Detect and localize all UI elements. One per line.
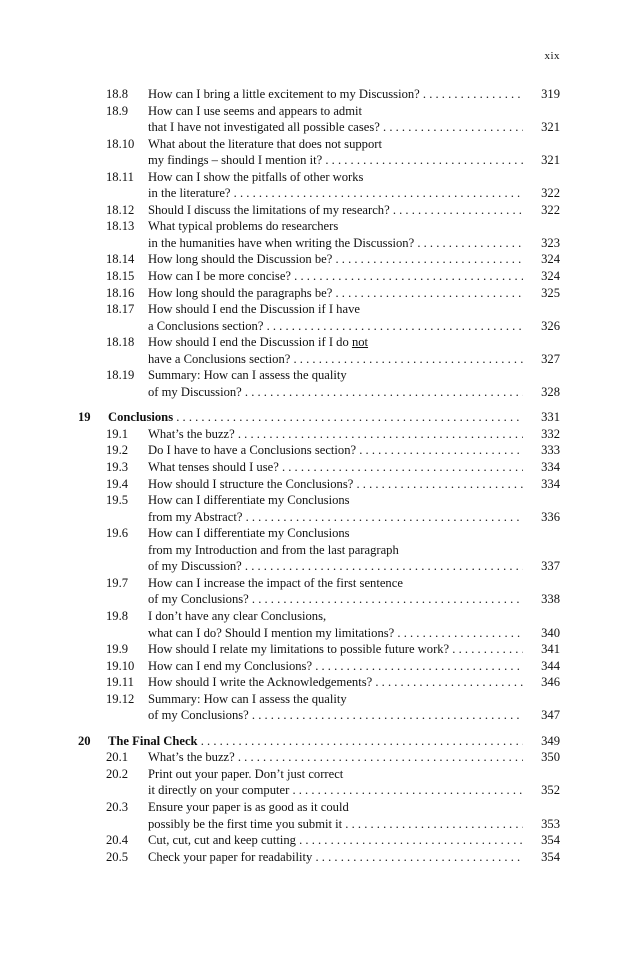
page-ref: 334 (541, 476, 560, 491)
toc-line (0, 185, 638, 202)
section-number: 19.4 (106, 476, 129, 491)
page-ref: 326 (541, 318, 560, 333)
page-ref: 354 (541, 833, 560, 848)
page-ref: 321 (541, 153, 560, 168)
section-title: of my Conclusions? . . . (148, 591, 523, 608)
section-number: 19.12 (106, 691, 135, 706)
toc-line (0, 658, 638, 675)
section-number: 18.9 (106, 103, 129, 118)
section-title: Ensure your paper is as good as it could (148, 799, 349, 814)
section-title: How should I structure the Conclusions? . . . (148, 476, 523, 493)
page-number: xix (544, 50, 560, 62)
page-ref: 338 (541, 592, 560, 607)
section-title: How can I differentiate my Conclusions (148, 493, 350, 508)
toc-line (0, 816, 638, 833)
section-title: a Conclusions section? . . . (148, 318, 523, 335)
section-number: 18.8 (106, 87, 129, 101)
chapter-title: Conclusions . . . (108, 409, 523, 426)
toc-line (0, 558, 638, 575)
toc-entry (0, 476, 638, 493)
toc-entry (0, 674, 638, 691)
toc-line (0, 301, 638, 318)
section-title: What about the literature that does not support (148, 136, 382, 151)
section-number: 20.1 (106, 750, 129, 765)
toc-entry (0, 86, 638, 103)
section-title: my findings – should I mention it? . . . (148, 152, 523, 169)
page-ref: 347 (541, 708, 560, 723)
section-title: of my Conclusions? . . . (148, 707, 523, 724)
page-ref: 337 (541, 559, 560, 574)
toc-entry (0, 367, 638, 400)
section-title: How long should the Discussion be? . . . (148, 251, 523, 268)
page-ref: 353 (541, 816, 560, 831)
toc-line (0, 625, 638, 642)
section-title: Summary: How can I assess the quality (148, 368, 347, 383)
section-title: Do I have to have a Conclusions section? . . . (148, 442, 523, 459)
toc-line (0, 459, 638, 476)
section-number: 20.5 (106, 849, 129, 864)
toc-line (0, 832, 638, 849)
section-title: How should I relate my limitations to possible future work? . . . (148, 641, 523, 658)
toc-entry (0, 251, 638, 268)
toc-entry (0, 525, 638, 575)
section-title: How long should the paragraphs be? . . . (148, 285, 523, 302)
section-number: 18.15 (106, 269, 135, 284)
section-title: Check your paper for readability . . . (148, 849, 523, 866)
toc-line (0, 136, 638, 153)
chapter-number: 19 (78, 410, 91, 425)
toc-entry (0, 301, 638, 334)
section-number: 20.2 (106, 766, 129, 781)
toc-entry (0, 202, 638, 219)
page-ref: 354 (541, 849, 560, 864)
toc-chapter-entry (0, 409, 638, 426)
toc-chapter-entry (0, 733, 638, 750)
toc-entry (0, 766, 638, 799)
toc-line (0, 749, 638, 766)
section-title: How can I show the pitfalls of other works (148, 169, 364, 184)
section-title: How can I increase the impact of the first sentence (148, 575, 403, 590)
section-number: 19.11 (106, 675, 134, 690)
section-number: 19.8 (106, 608, 129, 623)
toc-entry (0, 285, 638, 302)
toc-entry (0, 492, 638, 525)
section-number: 18.14 (106, 252, 135, 267)
page-ref: 322 (541, 202, 560, 217)
section-number: 19.2 (106, 443, 129, 458)
toc-line (0, 318, 638, 335)
toc-line (0, 799, 638, 816)
toc-line (0, 782, 638, 799)
toc-line (0, 426, 638, 443)
section-title: How can I differentiate my Conclusions (148, 526, 350, 541)
toc-line (0, 218, 638, 235)
page-ref: 334 (541, 460, 560, 475)
toc-entry (0, 334, 638, 367)
section-title: it directly on your computer . . . (148, 782, 523, 799)
page-ref: 352 (541, 783, 560, 798)
section-number: 19.10 (106, 658, 135, 673)
toc-line (0, 86, 638, 103)
section-title: in the humanities have when writing the Discussion? . . . (148, 235, 523, 252)
section-number: 19.7 (106, 575, 129, 590)
section-title: possibly be the first time you submit it . . . (148, 816, 523, 833)
page-ref: 327 (541, 351, 560, 366)
section-title: How should I end the Discussion if I do not (148, 335, 369, 350)
section-number: 19.3 (106, 460, 129, 475)
section-number: 19.1 (106, 426, 129, 441)
toc-entry (0, 799, 638, 832)
page-ref: 321 (541, 120, 560, 135)
toc-line (0, 608, 638, 625)
section-title: What’s the buzz? . . . (148, 426, 523, 443)
toc-line (0, 384, 638, 401)
toc-line (0, 202, 638, 219)
toc-line (0, 509, 638, 526)
section-number: 18.17 (106, 302, 135, 317)
toc-entry (0, 658, 638, 675)
toc-line (0, 591, 638, 608)
toc-entry (0, 103, 638, 136)
toc-entry (0, 136, 638, 169)
toc-line (0, 103, 638, 120)
table-of-contents (0, 86, 638, 865)
toc-line (0, 409, 638, 426)
section-title: from my Abstract? . . . (148, 509, 523, 526)
page-ref: 332 (541, 426, 560, 441)
section-title: that I have not investigated all possible cases? . . . (148, 119, 523, 136)
section-title: have a Conclusions section? . . . (148, 351, 523, 368)
toc-line (0, 849, 638, 866)
toc-line (0, 492, 638, 509)
section-number: 18.11 (106, 169, 134, 184)
page-ref: 346 (541, 675, 560, 690)
section-title: what can I do? Should I mention my limitations? . . . (148, 625, 523, 642)
page-ref: 350 (541, 750, 560, 765)
toc-line (0, 367, 638, 384)
toc-entry (0, 426, 638, 443)
toc-line (0, 733, 638, 750)
toc-line (0, 707, 638, 724)
section-number: 18.13 (106, 219, 135, 234)
toc-line (0, 251, 638, 268)
toc-entry (0, 832, 638, 849)
section-title: Cut, cut, cut and keep cutting . . . (148, 832, 523, 849)
section-title: How should I end the Discussion if I have (148, 302, 360, 317)
toc-entry (0, 268, 638, 285)
toc-line (0, 235, 638, 252)
page-ref: 331 (541, 410, 560, 425)
page-ref: 324 (541, 269, 560, 284)
page-ref: 323 (541, 235, 560, 250)
section-title: How can I bring a little excitement to my Discussion? . . . (148, 86, 523, 103)
page-ref: 340 (541, 625, 560, 640)
toc-line (0, 351, 638, 368)
section-number: 18.12 (106, 202, 135, 217)
chapter-title: The Final Check . . . (108, 733, 523, 750)
page-ref: 325 (541, 285, 560, 300)
toc-line (0, 766, 638, 783)
page-ref: 328 (541, 384, 560, 399)
chapter-number: 20 (78, 733, 91, 748)
section-title: of my Discussion? . . . (148, 558, 523, 575)
section-title: I don’t have any clear Conclusions, (148, 608, 327, 623)
page-ref: 336 (541, 509, 560, 524)
toc-line (0, 476, 638, 493)
section-number: 18.19 (106, 368, 135, 383)
toc-line (0, 285, 638, 302)
section-number: 20.3 (106, 799, 129, 814)
section-title: What tenses should I use? . . . (148, 459, 523, 476)
toc-line (0, 641, 638, 658)
page-ref: 341 (541, 642, 560, 657)
page-ref: 333 (541, 443, 560, 458)
toc-entry (0, 691, 638, 724)
section-title: Should I discuss the limitations of my research? . . . (148, 202, 523, 219)
toc-line (0, 169, 638, 186)
section-title: Summary: How can I assess the quality (148, 691, 347, 706)
toc-entry (0, 459, 638, 476)
page-ref: 349 (541, 733, 560, 748)
section-title: What’s the buzz? . . . (148, 749, 523, 766)
section-number: 18.10 (106, 136, 135, 151)
toc-line (0, 334, 638, 351)
toc-entry (0, 849, 638, 866)
section-title: How should I write the Acknowledgements? . . . (148, 674, 523, 691)
section-title: from my Introduction and from the last paragraph (148, 542, 399, 557)
section-number: 19.5 (106, 493, 129, 508)
toc-entry (0, 442, 638, 459)
page-ref: 322 (541, 186, 560, 201)
section-title: How can I end my Conclusions? . . . (148, 658, 523, 675)
toc-entry (0, 608, 638, 641)
toc-entry (0, 218, 638, 251)
toc-line (0, 525, 638, 542)
toc-entry (0, 575, 638, 608)
section-title: How can I be more concise? . . . (148, 268, 523, 285)
toc-line (0, 542, 638, 559)
toc-line (0, 152, 638, 169)
page-ref: 319 (541, 87, 560, 101)
toc-entry (0, 641, 638, 658)
toc-line (0, 575, 638, 592)
page-ref: 324 (541, 252, 560, 267)
toc-line (0, 691, 638, 708)
section-number: 19.6 (106, 526, 129, 541)
section-title: in the literature? . . . (148, 185, 523, 202)
section-number: 20.4 (106, 833, 129, 848)
section-number: 19.9 (106, 642, 129, 657)
toc-entry (0, 749, 638, 766)
toc-entry (0, 169, 638, 202)
page-ref: 344 (541, 658, 560, 673)
section-number: 18.16 (106, 285, 135, 300)
section-title: Print out your paper. Don’t just correct (148, 766, 344, 781)
section-number: 18.18 (106, 335, 135, 350)
toc-line (0, 119, 638, 136)
toc-line (0, 674, 638, 691)
section-title: of my Discussion? . . . (148, 384, 523, 401)
toc-line (0, 442, 638, 459)
section-title: What typical problems do researchers (148, 219, 339, 234)
section-title: How can I use seems and appears to admit (148, 103, 363, 118)
toc-line (0, 268, 638, 285)
